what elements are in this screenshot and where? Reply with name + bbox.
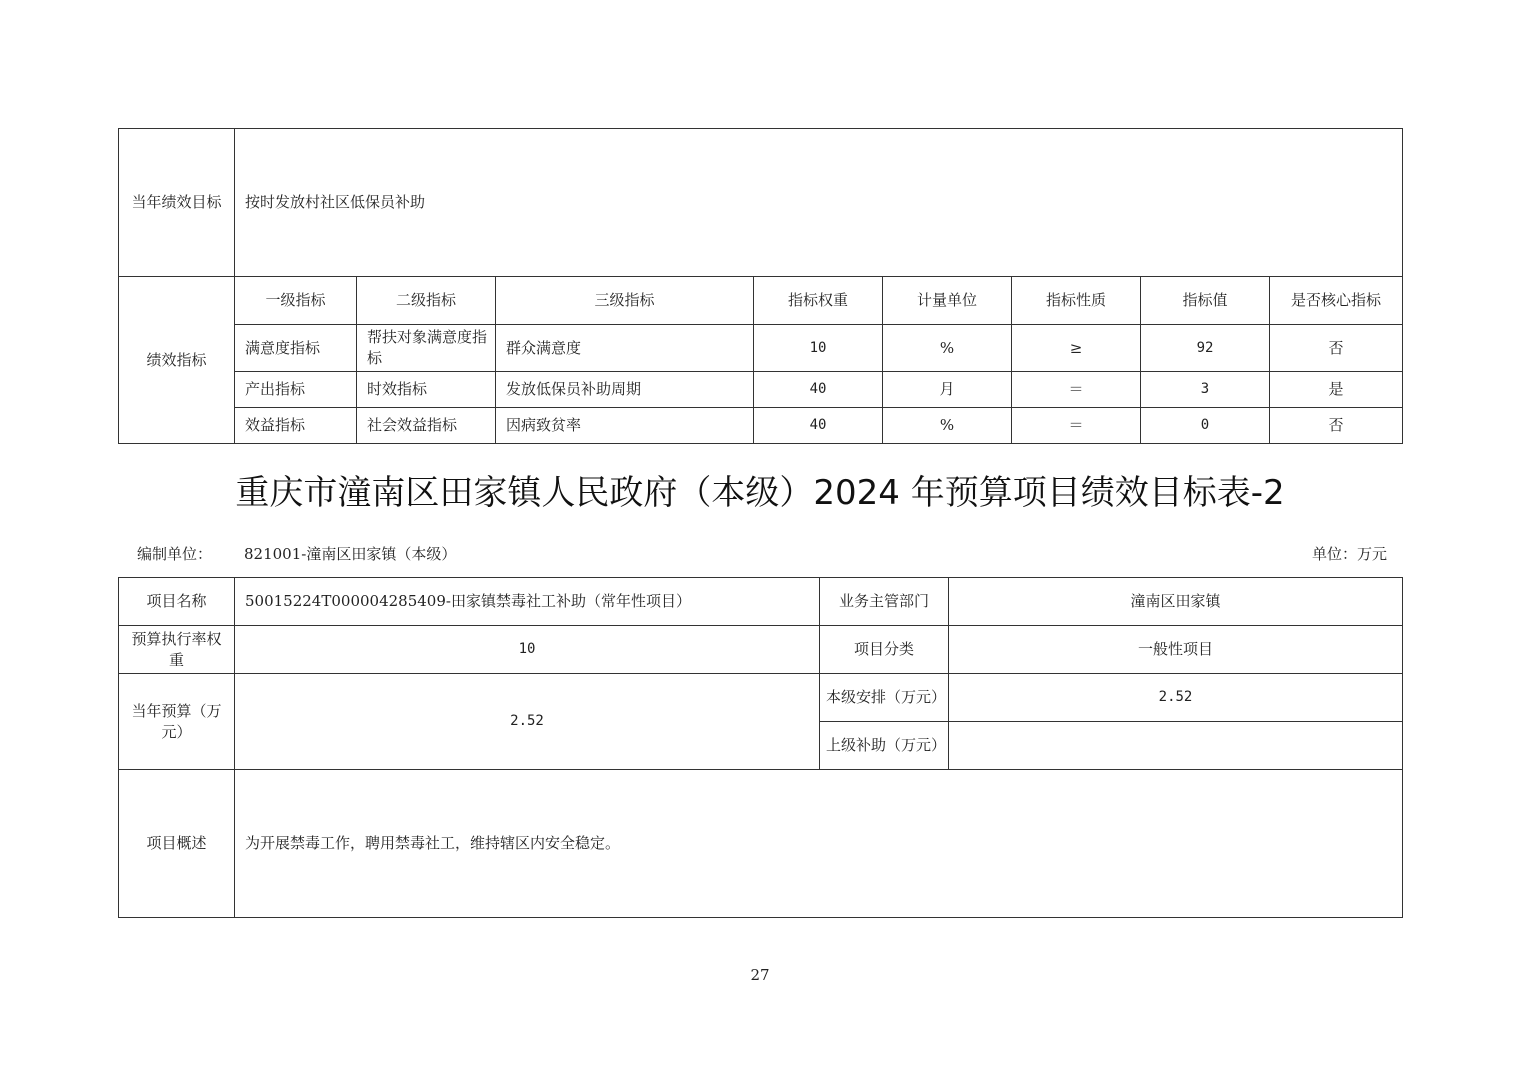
- header-weight: 指标权重: [754, 277, 883, 325]
- row-unit: %: [883, 408, 1012, 444]
- exec-weight-label: 预算执行率权重: [119, 626, 235, 674]
- row-nature: ＝: [1012, 408, 1141, 444]
- local-label: 本级安排（万元）: [820, 674, 949, 722]
- header-value: 指标值: [1141, 277, 1270, 325]
- indicator-header-row: [119, 277, 1403, 325]
- unit-value: 821001-潼南区田家镇（本级）: [244, 545, 457, 563]
- table-row: [119, 408, 1403, 444]
- row-value: 3: [1141, 372, 1270, 408]
- row-weight: 40: [754, 408, 883, 444]
- row-core: 是: [1270, 372, 1403, 408]
- row-level1: 效益指标: [235, 408, 357, 444]
- budget-label: 当年预算（万元）: [119, 674, 235, 770]
- header-core: 是否核心指标: [1270, 277, 1403, 325]
- header-level2: 二级指标: [357, 277, 496, 325]
- indicators-label: 绩效指标: [119, 277, 235, 444]
- budget-value: 2.52: [235, 674, 820, 770]
- dept-value: 潼南区田家镇: [949, 578, 1403, 626]
- row-level2: 帮扶对象满意度指标: [357, 325, 496, 372]
- row-level2: 时效指标: [357, 372, 496, 408]
- goal-text: 按时发放村社区低保员补助: [235, 129, 1403, 277]
- local-value: 2.52: [949, 674, 1403, 722]
- row-core: 否: [1270, 325, 1403, 372]
- table-row: [119, 372, 1403, 408]
- row-core: 否: [1270, 408, 1403, 444]
- row-level1: 满意度指标: [235, 325, 357, 372]
- row-value: 0: [1141, 408, 1270, 444]
- row-nature: ≥: [1012, 325, 1141, 372]
- row-nature: ＝: [1012, 372, 1141, 408]
- category-label: 项目分类: [820, 626, 949, 674]
- unit-label: 编制单位：: [137, 545, 213, 563]
- page-title: 重庆市潼南区田家镇人民政府（本级）2024 年预算项目绩效目标表-2: [235, 473, 1285, 513]
- exec-weight-value: 10: [235, 626, 820, 674]
- header-nature: 指标性质: [1012, 277, 1141, 325]
- project-name-value: 50015224T000004285409-田家镇禁毒社工补助（常年性项目）: [235, 578, 820, 626]
- row-level3: 因病致贫率: [496, 408, 754, 444]
- dept-label: 业务主管部门: [820, 578, 949, 626]
- header-level3: 三级指标: [496, 277, 754, 325]
- overview-label: 项目概述: [119, 770, 235, 918]
- row-level2: 社会效益指标: [357, 408, 496, 444]
- project-info-table: [118, 577, 1403, 918]
- row-level3: 发放低保员补助周期: [496, 372, 754, 408]
- row-unit: %: [883, 325, 1012, 372]
- header-level1: 一级指标: [235, 277, 357, 325]
- page-number: 27: [750, 966, 770, 984]
- row-unit: 月: [883, 372, 1012, 408]
- performance-goal-table: [118, 128, 1403, 444]
- row-level1: 产出指标: [235, 372, 357, 408]
- category-value: 一般性项目: [949, 626, 1403, 674]
- row-weight: 40: [754, 372, 883, 408]
- upper-label: 上级补助（万元）: [820, 722, 949, 770]
- row-value: 92: [1141, 325, 1270, 372]
- currency-unit: 单位：万元: [1312, 545, 1388, 563]
- project-name-label: 项目名称: [119, 578, 235, 626]
- overview-text: 为开展禁毒工作，聘用禁毒社工，维持辖区内安全稳定。: [235, 770, 1403, 918]
- goal-label: 当年绩效目标: [119, 129, 235, 277]
- row-weight: 10: [754, 325, 883, 372]
- row-level3: 群众满意度: [496, 325, 754, 372]
- header-unit: 计量单位: [883, 277, 1012, 325]
- upper-value: [949, 722, 1403, 770]
- table-row: [119, 325, 1403, 372]
